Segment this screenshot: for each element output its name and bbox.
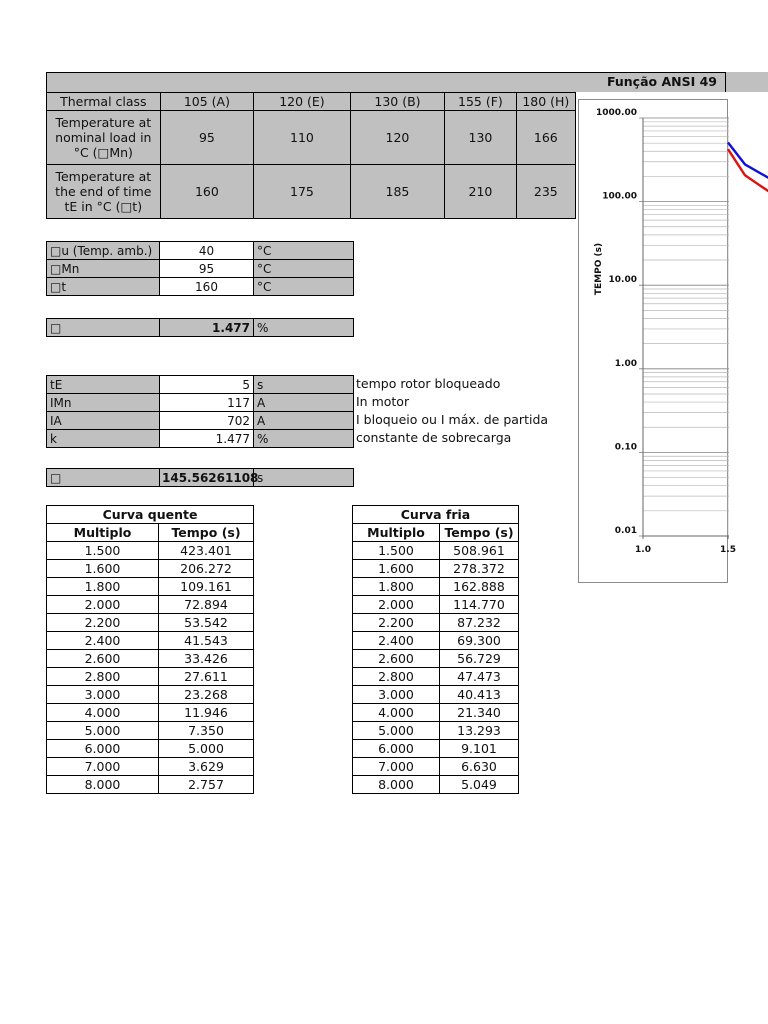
multiplo-cell: 3.000	[47, 686, 159, 704]
multiplo-cell: 2.200	[47, 614, 159, 632]
x-tick-label: 1.0	[635, 545, 651, 555]
multiplo-cell: 1.600	[47, 560, 159, 578]
table-row	[47, 668, 254, 686]
tempo-cell: 40.413	[440, 686, 519, 704]
multiplo-cell: 2.600	[47, 650, 159, 668]
hot-curve-table	[46, 505, 254, 794]
y-tick-label: 0.10	[614, 442, 637, 453]
tempo-cell: 206.272	[159, 560, 254, 578]
tempo-cell: 53.542	[159, 614, 254, 632]
table-row	[353, 740, 519, 758]
table-row	[47, 776, 254, 794]
temp-label: □Mn	[47, 260, 160, 278]
end-temp-label: Temperature at the end of time tE in °C (□t)	[47, 165, 161, 219]
multiplo-cell: 5.000	[353, 722, 440, 740]
class-cell: 105 (A)	[160, 93, 254, 111]
factor-label: □	[47, 319, 160, 337]
multiplo-cell: 2.600	[353, 650, 440, 668]
y-tick-label: 100.00	[602, 191, 637, 202]
tempo-cell: 7.350	[159, 722, 254, 740]
end-temp-row	[47, 165, 576, 219]
tempo-cell: 278.372	[440, 560, 519, 578]
table-row	[353, 704, 519, 722]
factor-value: 1.477	[160, 319, 254, 337]
table-row	[353, 560, 519, 578]
multiplo-cell: 6.000	[47, 740, 159, 758]
table-row	[353, 722, 519, 740]
nominal-temp-label: Temperature at nominal load in °C (□Mn)	[47, 111, 161, 165]
y-tick-label: 1.00	[614, 358, 637, 369]
table-row	[353, 650, 519, 668]
y-tick-label: 10.00	[608, 275, 637, 286]
table-row	[47, 758, 254, 776]
multiplo-cell: 2.000	[353, 596, 440, 614]
multiplo-cell: 1.600	[353, 560, 440, 578]
multiplo-cell: 4.000	[47, 704, 159, 722]
multiplo-cell: 8.000	[47, 776, 159, 794]
tempo-cell: 508.961	[440, 542, 519, 560]
cold-curve-title: Curva fria	[353, 506, 519, 524]
table-row	[353, 578, 519, 596]
header-bar	[46, 72, 726, 92]
hot-curve-title: Curva quente	[47, 506, 254, 524]
multiplo-cell: 2.400	[47, 632, 159, 650]
param-note: tempo rotor bloqueado	[356, 376, 501, 391]
nominal-temp-value: 95	[160, 111, 254, 165]
tempo-cell: 72.894	[159, 596, 254, 614]
temp-input[interactable]: 40	[160, 242, 254, 260]
param-unit: s	[254, 376, 354, 394]
y-tick-label: 0.01	[614, 526, 637, 536]
temp-row	[47, 260, 354, 278]
tempo-cell: 13.293	[440, 722, 519, 740]
param-row	[47, 376, 354, 394]
table-row	[353, 758, 519, 776]
table-row	[47, 596, 254, 614]
tempo-cell: 6.630	[440, 758, 519, 776]
thermal-class-label: Thermal class	[47, 93, 161, 111]
param-unit: %	[254, 430, 354, 448]
class-cell: 120 (E)	[254, 93, 351, 111]
end-temp-value: 235	[516, 165, 575, 219]
nominal-temp-row	[47, 111, 576, 165]
multiplo-cell: 7.000	[353, 758, 440, 776]
tau-label: □	[47, 469, 160, 487]
class-cell: 155 (F)	[445, 93, 516, 111]
end-temp-value: 185	[350, 165, 445, 219]
side-strip	[726, 72, 768, 92]
table-row	[47, 560, 254, 578]
table-row	[353, 776, 519, 794]
tempo-cell: 423.401	[159, 542, 254, 560]
tempo-cell: 2.757	[159, 776, 254, 794]
param-label: tE	[47, 376, 160, 394]
tempo-cell: 3.629	[159, 758, 254, 776]
series-line	[728, 149, 768, 332]
cold-col-multiplo: Multiplo	[353, 524, 440, 542]
factor-unit: %	[254, 319, 354, 337]
nominal-temp-value: 166	[516, 111, 575, 165]
table-row	[353, 542, 519, 560]
tempo-cell: 109.161	[159, 578, 254, 596]
thermal-header-row	[47, 93, 576, 111]
tempo-cell: 27.611	[159, 668, 254, 686]
multiplo-cell: 1.800	[353, 578, 440, 596]
param-input[interactable]: 5	[160, 376, 254, 394]
table-row	[353, 632, 519, 650]
param-label: k	[47, 430, 160, 448]
temp-row	[47, 242, 354, 260]
tempo-cell: 47.473	[440, 668, 519, 686]
tempo-cell: 11.946	[159, 704, 254, 722]
nominal-temp-value: 120	[350, 111, 445, 165]
sheet-title: Função ANSI 49	[606, 74, 717, 89]
param-unit: A	[254, 394, 354, 412]
y-axis-label: TEMPO (s)	[594, 242, 604, 296]
table-row	[47, 614, 254, 632]
table-row	[47, 650, 254, 668]
param-note: constante de sobrecarga	[356, 430, 512, 445]
multiplo-cell: 5.000	[47, 722, 159, 740]
multiplo-cell: 1.800	[47, 578, 159, 596]
tau-unit: s	[254, 469, 354, 487]
tau-value: 145.56261108	[160, 469, 254, 487]
temp-unit: °C	[254, 242, 354, 260]
tau-row	[46, 468, 354, 487]
multiplo-cell: 2.800	[47, 668, 159, 686]
param-label: IA	[47, 412, 160, 430]
table-row	[353, 686, 519, 704]
chart-svg	[579, 100, 736, 584]
temp-input[interactable]: 95	[160, 260, 254, 278]
tempo-cell: 114.770	[440, 596, 519, 614]
param-input[interactable]: 702	[160, 412, 254, 430]
series-line	[728, 143, 768, 311]
hot-col-multiplo: Multiplo	[47, 524, 159, 542]
table-row	[47, 722, 254, 740]
table-row	[47, 740, 254, 758]
cold-col-tempo: Tempo (s)	[440, 524, 519, 542]
class-cell: 130 (B)	[350, 93, 445, 111]
param-row	[47, 430, 354, 448]
table-row	[47, 632, 254, 650]
end-temp-value: 210	[445, 165, 516, 219]
class-cell: 180 (H)	[516, 93, 575, 111]
tempo-cell: 162.888	[440, 578, 519, 596]
table-row	[47, 542, 254, 560]
param-input[interactable]: 1.477	[160, 430, 254, 448]
multiplo-cell: 1.500	[353, 542, 440, 560]
cold-curve-table	[352, 505, 519, 794]
multiplo-cell: 2.000	[47, 596, 159, 614]
multiplo-cell: 2.200	[353, 614, 440, 632]
temp-label: □u (Temp. amb.)	[47, 242, 160, 260]
trip-curve-chart	[578, 99, 736, 583]
param-unit: A	[254, 412, 354, 430]
multiplo-cell: 1.500	[47, 542, 159, 560]
tempo-cell: 33.426	[159, 650, 254, 668]
temp-unit: °C	[254, 278, 354, 296]
tempo-cell: 5.049	[440, 776, 519, 794]
temperature-inputs	[46, 241, 354, 296]
tempo-cell: 41.543	[159, 632, 254, 650]
multiplo-cell: 2.800	[353, 668, 440, 686]
multiplo-cell: 2.400	[353, 632, 440, 650]
table-row	[47, 686, 254, 704]
nominal-temp-value: 130	[445, 111, 516, 165]
thermal-class-table	[46, 92, 576, 219]
param-note: I bloqueio ou I máx. de partida	[356, 412, 549, 427]
multiplo-cell: 6.000	[353, 740, 440, 758]
end-temp-value: 160	[160, 165, 254, 219]
table-row	[353, 596, 519, 614]
temp-input[interactable]: 160	[160, 278, 254, 296]
param-row	[47, 394, 354, 412]
table-row	[47, 704, 254, 722]
tempo-cell: 56.729	[440, 650, 519, 668]
temp-row	[47, 278, 354, 296]
hot-col-tempo: Tempo (s)	[159, 524, 254, 542]
param-label: IMn	[47, 394, 160, 412]
tempo-cell: 5.000	[159, 740, 254, 758]
tempo-cell: 9.101	[440, 740, 519, 758]
multiplo-cell: 4.000	[353, 704, 440, 722]
param-note: In motor	[356, 394, 410, 409]
temp-label: □t	[47, 278, 160, 296]
temp-unit: °C	[254, 260, 354, 278]
factor-row	[46, 318, 354, 337]
table-row	[353, 668, 519, 686]
tempo-cell: 23.268	[159, 686, 254, 704]
y-tick-label: 1000.00	[596, 108, 637, 118]
tempo-cell: 21.340	[440, 704, 519, 722]
multiplo-cell: 8.000	[353, 776, 440, 794]
table-row	[353, 614, 519, 632]
multiplo-cell: 3.000	[353, 686, 440, 704]
tempo-cell: 69.300	[440, 632, 519, 650]
table-row	[47, 578, 254, 596]
nominal-temp-value: 110	[254, 111, 351, 165]
param-input[interactable]: 117	[160, 394, 254, 412]
end-temp-value: 175	[254, 165, 351, 219]
tempo-cell: 87.232	[440, 614, 519, 632]
multiplo-cell: 7.000	[47, 758, 159, 776]
parameter-table	[46, 375, 354, 448]
x-tick-label: 1.5	[720, 545, 736, 555]
param-row	[47, 412, 354, 430]
